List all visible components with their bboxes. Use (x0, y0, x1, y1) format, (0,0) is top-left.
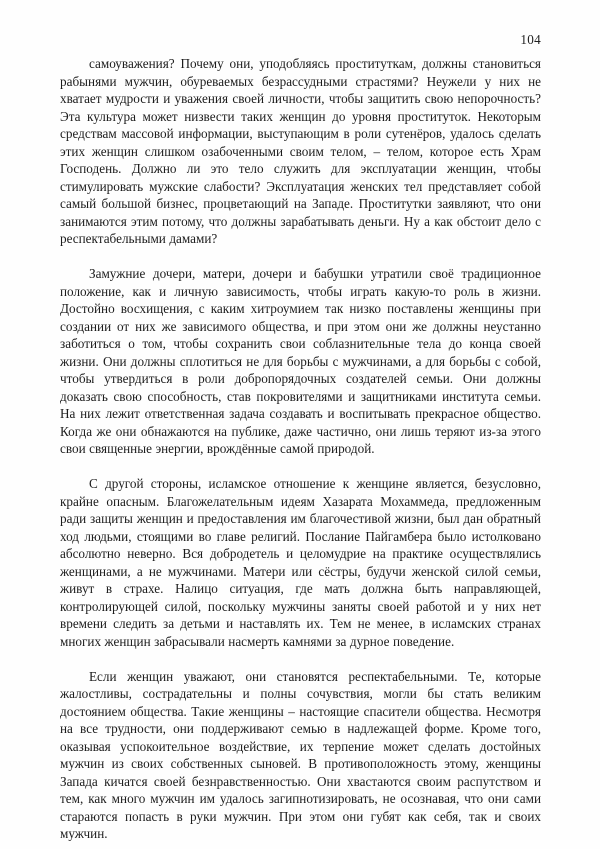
page-text-body (60, 55, 541, 843)
page-number: 104 (520, 32, 541, 47)
body-paragraph-1: самоуважения? Почему они, уподобляясь проституткам, должны становиться рабынями мужчин, обуреваемых безрассудными страстями? Неужели у них не хватает мудрости и уважения своей личности, чтобы защитить свою непорочность? Эта культура может низвести таких женщин до уровня проституток. Некоторым средствам массовой информации, выступающим в роли сутенёров, удалось сделать этих женщин слишком озабоченными своим телом, – телом, которое есть Храм Господень. Должно ли это тело служить для эксплуатации женщин, чтобы стимулировать мужские слабости? Эксплуатация женских тел представляет собой самый большой бизнес, процветающий на Западе. Проститутки заявляют, что они занимаются этим потому, что должны зарабатывать деньги. Ну а как обстоит дело с респектабельными дамами? (60, 56, 541, 246)
body-paragraph-2: Замужние дочери, матери, дочери и бабушки утратили своё традиционное положение, как и личную зависимость, чтобы играть какую-то роль в жизни. Достойно восхищения, с каким хитроумием так низко поставлены женщины при создании от них же зависимого общества, и при этом они же должны неустанно заботиться о том, чтобы сохранить свои соблазнительные тела до конца своей жизни. Они должны сплотиться не для борьбы с мужчинами, а для борьбы с собой, чтобы утвердиться в роли добропорядочных создателей семьи. Они должны доказать свою способность, став покровителями и защитниками института семьи. На них лежит ответственная задача создавать и воспитывать прекрасное общество. Когда же они обнажаются на публике, даже частично, они лишь теряют из-за этого свои священные энергии, врождённые самой природой. (60, 266, 541, 456)
body-paragraph-3: С другой стороны, исламское отношение к женщине является, безусловно, крайне опасным. Благожелательным идеям Хазарата Мохаммеда, предложенным ради защиты женщин и предоставления им благочестивой жизни, был дан обратный ход людьми, стоящими во главе религий. Послание Пайгамбера было истолковано абсолютно неверно. Вся добродетель и целомудрие на практике осуществлялись женщинами, а не мужчинами. Матери или сёстры, будучи женской силой семьи, живут в страхе. Налицо ситуация, где мать должна быть направляющей, контролирующей силой, поскольку мужчины заняты своей работой и у них нет времени следить за детьми и наставлять их. Тем не менее, в исламских странах многих женщин забрасывали насмерть камнями за дурное поведение. (60, 476, 541, 649)
body-paragraph-4: Если женщин уважают, они становятся респектабельными. Те, которые жалостливы, сострадательны и полны сочувствия, могли бы стать великим достоянием общества. Такие женщины – настоящие спасители общества. Несмотря на все трудности, они поддерживают семью в надлежащей форме. Кроме того, оказывая успокоительное воздействие, их терпение может сделать достойных мужчин из своих собственных сыновей. В противоположность этому, женщины Запада кичатся своей безнравственностью. Они хвастаются своим распутством и тем, как много мужчин им удалось загипнотизировать, не осознавая, что они сами стараются попасть в руки мужчин. При этом они губят как себя, так и своих мужчин. (60, 668, 541, 841)
